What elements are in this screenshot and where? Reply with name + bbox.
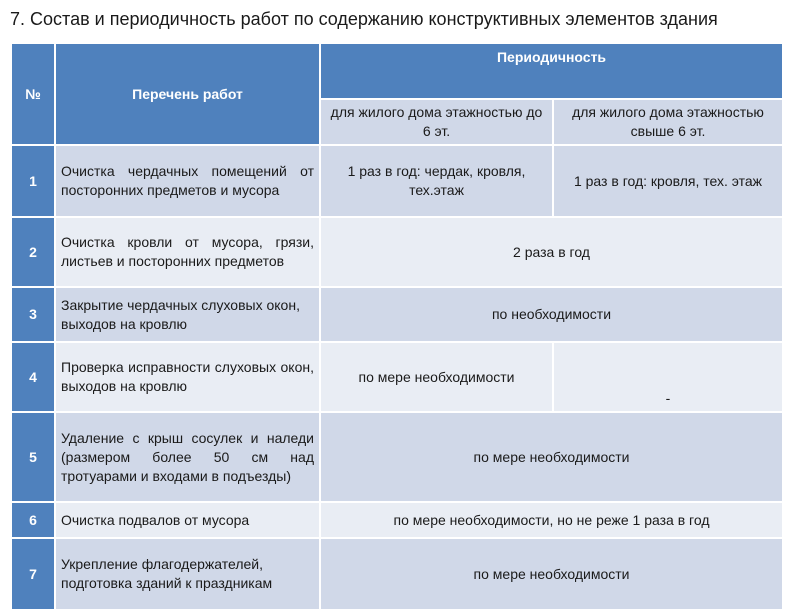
row-number: 3 — [11, 287, 55, 342]
row-number: 2 — [11, 217, 55, 287]
table-row — [11, 342, 783, 412]
header-num: № — [11, 43, 55, 145]
header-periodicity: Периодичность — [320, 43, 783, 99]
row-work: Укрепление флагодержателей, подготовка зданий к праздникам — [55, 538, 320, 610]
slide-title: 7. Состав и периодичность работ по содержанию конструктивных элементов здания — [10, 9, 718, 29]
row-both: 2 раза в год — [320, 217, 783, 287]
row-both: по необходимости — [320, 287, 783, 342]
table-row — [11, 502, 783, 538]
row-upto6: 1 раз в год: чердак, кровля, тех.этаж — [320, 145, 553, 217]
row-over6: - — [553, 342, 783, 412]
row-over6: 1 раз в год: кровля, тех. этаж — [553, 145, 783, 217]
row-both: по мере необходимости, но не реже 1 раза в год — [320, 502, 783, 538]
table-row — [11, 145, 783, 217]
row-work: Проверка исправности слуховых окон, выходов на кровлю — [55, 342, 320, 412]
header-col-upto6: для жилого дома этажностью до 6 эт. — [320, 99, 553, 145]
row-number: 4 — [11, 342, 55, 412]
table-row — [11, 287, 783, 342]
row-both: по мере необходимости — [320, 538, 783, 610]
row-work: Очистка кровли от мусора, грязи, листьев и посторонних предметов — [55, 217, 320, 287]
row-work: Очистка подвалов от мусора — [55, 502, 320, 538]
row-both: по мере необходимости — [320, 412, 783, 502]
table-row — [11, 538, 783, 610]
row-upto6: по мере необходимости — [320, 342, 553, 412]
header-col-over6: для жилого дома этажностью свыше 6 эт. — [553, 99, 783, 145]
header-row — [11, 43, 783, 99]
row-work: Удаление с крыш сосулек и наледи (размером более 50 см над тротуарами и входами в подъезды) — [55, 412, 320, 502]
row-work: Очистка чердачных помещений от посторонних предметов и мусора — [55, 145, 320, 217]
row-number: 7 — [11, 538, 55, 610]
row-number: 5 — [11, 412, 55, 502]
header-works: Перечень работ — [55, 43, 320, 145]
works-table — [10, 42, 784, 611]
row-number: 1 — [11, 145, 55, 217]
row-work: Закрытие чердачных слуховых окон, выходов на кровлю — [55, 287, 320, 342]
table-row — [11, 217, 783, 287]
row-number: 6 — [11, 502, 55, 538]
table-row — [11, 412, 783, 502]
